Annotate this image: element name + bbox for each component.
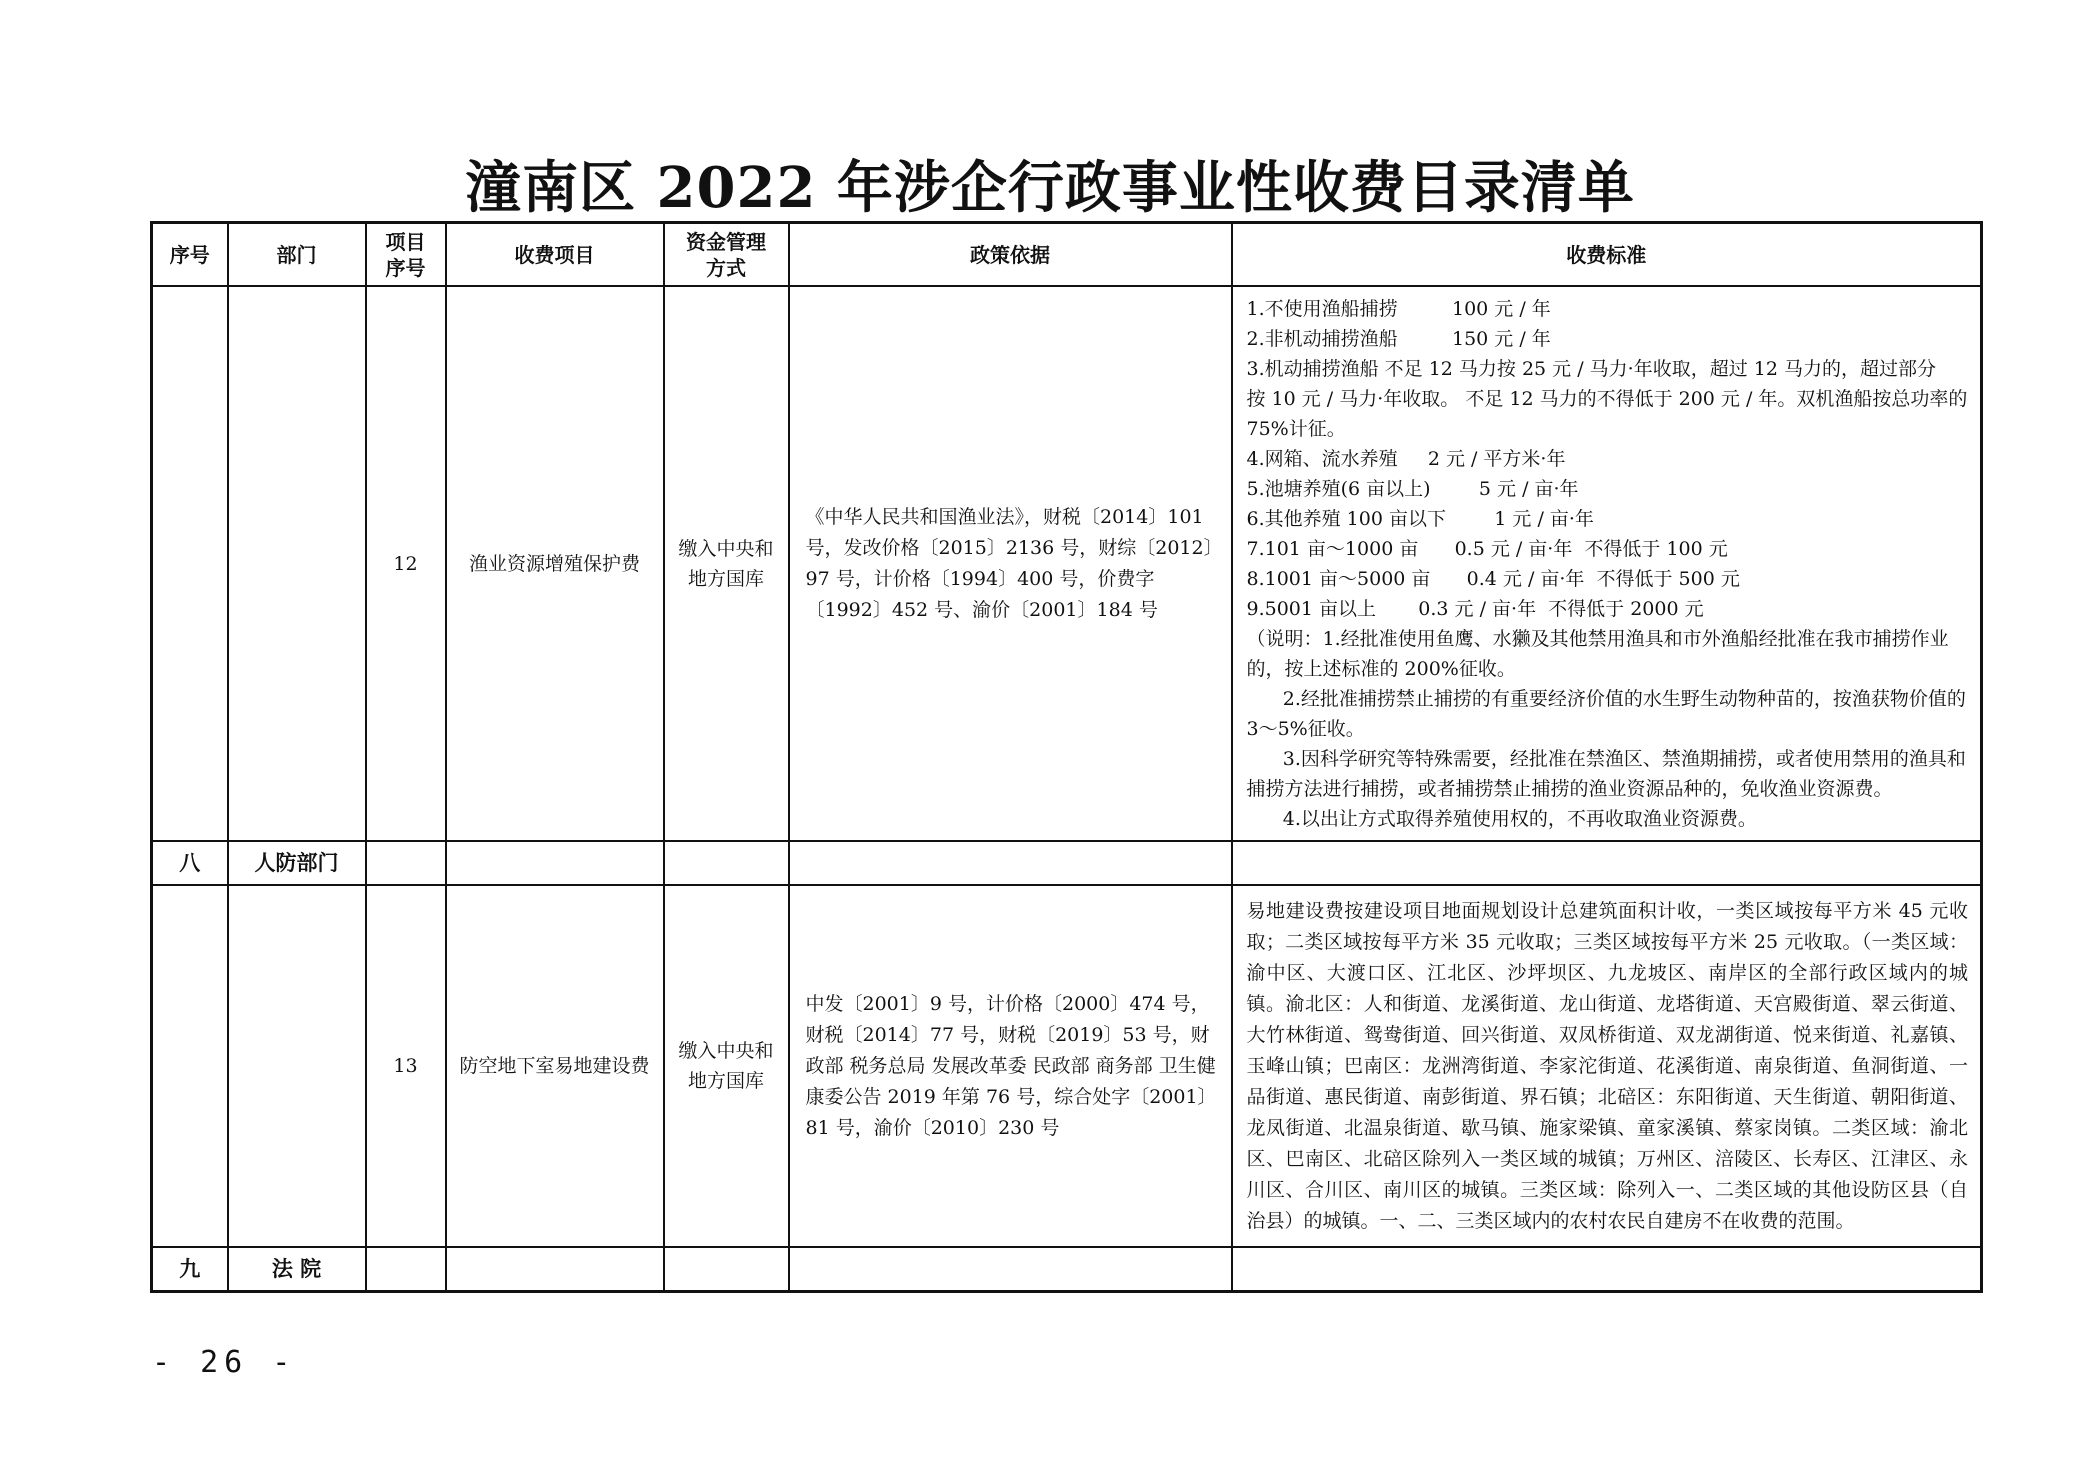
empty-cell: [789, 841, 1232, 885]
header-row: [152, 223, 1982, 287]
standard-line: 75%计征。: [1246, 417, 1346, 440]
row13-policy: [789, 885, 1232, 1247]
row13-dept: [228, 885, 366, 1247]
header-standard: 收费标准: [1232, 223, 1982, 287]
row13-item-seq: 13: [366, 885, 446, 1247]
empty-cell: [446, 1247, 664, 1292]
dept9-name: 法 院: [228, 1247, 366, 1292]
dept8-seq: 八: [152, 841, 228, 885]
table-row: [152, 286, 1982, 841]
standard-line: 7.101 亩～1000 亩 0.5 元 / 亩·年 不得低于 100 元: [1246, 537, 1728, 560]
dept8-name: 人防部门: [228, 841, 366, 885]
row13-item: 防空地下室易地建设费: [446, 885, 664, 1247]
row12-fund: [664, 286, 789, 841]
standard-line: 3～5%征收。: [1246, 717, 1365, 740]
row12-policy: [789, 286, 1232, 841]
fee-catalog-table: [150, 221, 1983, 1293]
row12-standard-lines: [1233, 290, 1981, 838]
empty-cell: [366, 841, 446, 885]
empty-cell: [789, 1247, 1232, 1292]
header-fund-label: 资金管理 方式: [686, 229, 766, 280]
standard-line: 8.1001 亩～5000 亩 0.4 元 / 亩·年 不得低于 500 元: [1246, 567, 1740, 590]
empty-cell: [366, 1247, 446, 1292]
department-row: [152, 1247, 1982, 1292]
standard-line: 3.机动捕捞渔船 不足 12 马力按 25 元 / 马力·年收取，超过 12 马力的，超过部分: [1246, 357, 1936, 380]
standard-line: 3.因科学研究等特殊需要，经批准在禁渔区、禁渔期捕捞，或者使用禁用的渔具和: [1246, 747, 1966, 770]
standard-line: 2.经批准捕捞禁止捕捞的有重要经济价值的水生野生动物种苗的，按渔获物价值的: [1246, 687, 1966, 710]
standard-line: 4.网箱、流水养殖 2 元 / 平方米·年: [1246, 447, 1566, 470]
row12-policy-text: 《中华人民共和国渔业法》，财税〔2014〕101 号，发改价格〔2015〕2136 号，财综〔2012〕97 号，计价格〔1994〕400 号，价费字〔1992〕452 号、渝价〔2001〕184 号: [805, 505, 1214, 621]
row12-seq: [152, 286, 228, 841]
department-row: [152, 841, 1982, 885]
standard-line: （说明：1.经批准使用鱼鹰、水獭及其他禁用渔具和市外渔船经批准在我市捕捞作业: [1246, 627, 1949, 650]
standard-line: 捕捞方法进行捕捞，或者捕捞禁止捕捞的渔业资源品种的，免收渔业资源费。: [1246, 777, 1893, 800]
header-seq: 序号: [152, 223, 228, 287]
empty-cell: [664, 841, 789, 885]
row13-fund-text: 缴入中央和 地方国库: [678, 1040, 774, 1092]
standard-line: 的，按上述标准的 200%征收。: [1246, 657, 1516, 680]
row12-item: 渔业资源增殖保护费: [446, 286, 664, 841]
standard-line: 2.非机动捕捞渔船 150 元 / 年: [1246, 327, 1551, 350]
page-number: - 26 -: [152, 1345, 297, 1380]
row13-standard: [1232, 885, 1982, 1247]
standard-line: 9.5001 亩以上 0.3 元 / 亩·年 不得低于 2000 元: [1246, 597, 1704, 620]
table-row: [152, 885, 1982, 1247]
row12-dept: [228, 286, 366, 841]
standard-line: 4.以出让方式取得养殖使用权的，不再收取渔业资源费。: [1246, 807, 1757, 830]
empty-cell: [664, 1247, 789, 1292]
standard-line: 1.不使用渔船捕捞 100 元 / 年: [1246, 297, 1551, 320]
header-item-seq: [366, 223, 446, 287]
standard-line: 5.池塘养殖(6 亩以上) 5 元 / 亩·年: [1246, 477, 1579, 500]
row13-fund: [664, 885, 789, 1247]
standard-line: 按 10 元 / 马力·年收取。 不足 12 马力的不得低于 200 元 / 年。双机渔船按总功率的: [1246, 387, 1968, 410]
header-item-seq-label: 项目 序号: [385, 229, 426, 280]
empty-cell: [1232, 841, 1982, 885]
row12-fund-text: 缴入中央和 地方国库: [678, 537, 774, 590]
row13-seq: [152, 885, 228, 1247]
row13-standard-text: 易地建设费按建设项目地面规划设计总建筑面积计收，一类区域按每平方米 45 元收取；二类区域按每平方米 35 元收取；三类区域按每平方米 25 元收取。（一类区域：渝中区、大渡口区、江北区、沙坪坝区、九龙坡区、南岸区的全部行政区域内的城镇。渝北区：人和街道、龙溪街道、龙山街道、龙塔街道、天宫殿街道、翠云街道、大竹林街道、鸳鸯街道、回兴街道、双凤桥街道、双龙湖街道、悦来街道、礼嘉镇、玉峰山镇；巴南区：龙洲湾街道、李家沱街道、花溪街道、南泉街道、鱼洞街道、一品街道、惠民街道、南彭街道、界石镇；北碚区：东阳街道、天生街道、朝阳街道、龙凤街道、北温泉街道、歇马镇、施家梁镇、童家溪镇、蔡家岗镇。二类区域：渝北区、巴南区、北碚区除列入一类区域的城镇；万州区、涪陵区、长寿区、江津区、永川区、合川区、南川区的城镇。三类区域：除列入一、二类区域的其他设防区县（自治县）的城镇。一、二、三类区域内的农村农民自建房不在收费的范围。: [1246, 899, 1968, 1232]
header-dept: 部门: [228, 223, 366, 287]
row13-policy-text: 中发〔2001〕9 号，计价格〔2000〕474 号，财税〔2014〕77 号，财税〔2019〕53 号，财政部 税务总局 发展改革委 民政部 商务部 卫生健康委公告 2019 年第 76 号，综合处字〔2001〕81 号，渝价〔2010〕230 号: [805, 992, 1217, 1139]
empty-cell: [1232, 1247, 1982, 1292]
empty-cell: [446, 841, 664, 885]
standard-line: 6.其他养殖 100 亩以下 1 元 / 亩·年: [1246, 507, 1594, 530]
header-item: 收费项目: [446, 223, 664, 287]
dept9-seq: 九: [152, 1247, 228, 1292]
page-title: 潼南区 2022 年涉企行政事业性收费目录清单: [465, 155, 1635, 221]
row12-standard: [1232, 286, 1982, 841]
header-policy: 政策依据: [789, 223, 1232, 287]
row12-item-seq: 12: [366, 286, 446, 841]
header-fund: [664, 223, 789, 287]
